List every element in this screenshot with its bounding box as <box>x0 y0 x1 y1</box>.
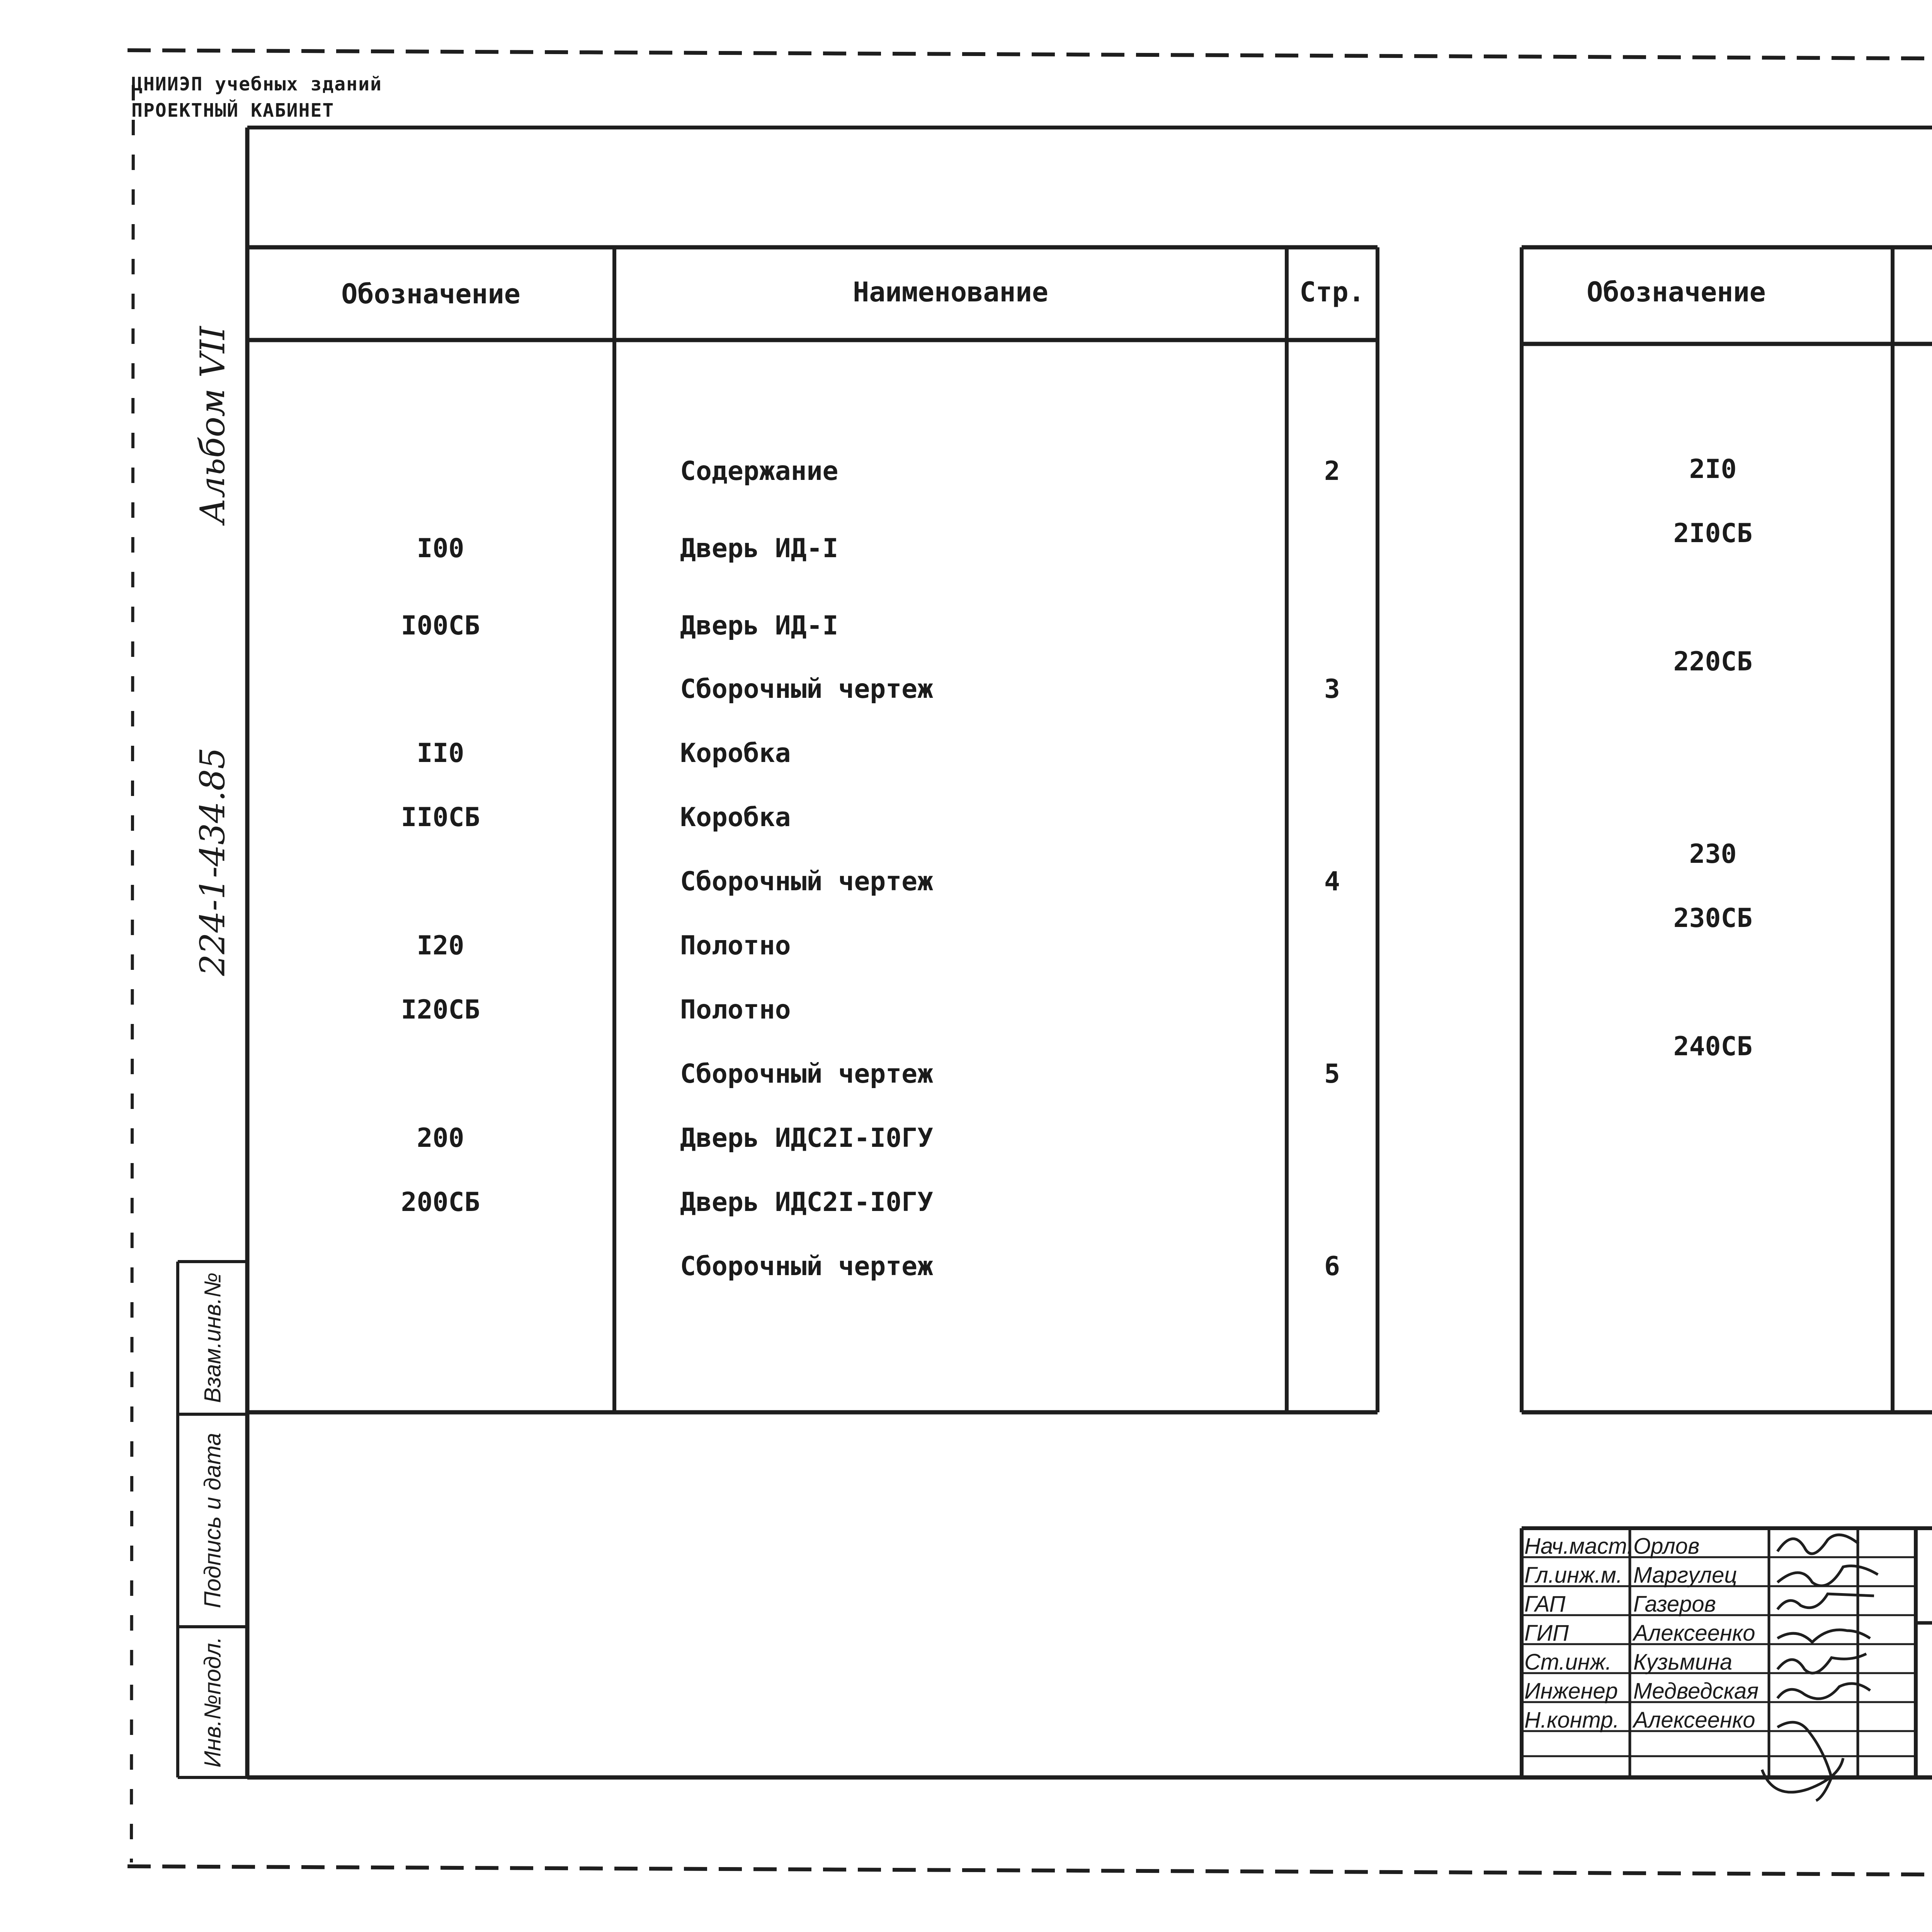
name: Дверь ИДС2I-I0ГУ <box>680 1123 934 1153</box>
name: Полотно <box>680 930 791 961</box>
name: Сборочный чертеж <box>680 866 934 897</box>
signatory-name: Орлов <box>1633 1534 1700 1559</box>
designation: 240СБ <box>1673 1031 1753 1062</box>
replaces-inv-label: Взам.инв.№ <box>199 1272 226 1403</box>
page: 6 <box>1324 1251 1340 1282</box>
table-row <box>1522 582 1932 646</box>
page: 2 <box>1324 456 1340 486</box>
left-header-designation: Обозначение <box>341 278 520 310</box>
table-row <box>247 611 1378 674</box>
table-row <box>247 802 1378 866</box>
signature-date-label: Подпись и дата <box>199 1433 226 1608</box>
table-row <box>1522 775 1932 839</box>
signatory-row <box>1524 1591 1764 1620</box>
right-table-body <box>1522 454 1932 1095</box>
signatory-name: Газеров <box>1633 1592 1716 1617</box>
designation: I00СБ <box>401 611 480 641</box>
designation: II0СБ <box>401 802 480 833</box>
name: Содержание <box>680 456 838 486</box>
name: Сборочный чертеж <box>680 674 934 704</box>
inv-no-label: Инв.№подл. <box>199 1636 226 1768</box>
name: Полотно <box>680 995 791 1025</box>
table-row <box>247 866 1378 930</box>
signatory-role: Нач.маст. <box>1524 1534 1633 1559</box>
name: Дверь ИД-I <box>680 533 838 564</box>
table-row <box>1522 711 1932 775</box>
signatory-role: Н.контр. <box>1524 1708 1619 1733</box>
designation: 2I0 <box>1689 454 1737 485</box>
signatory-name: Алексеенко <box>1633 1708 1755 1733</box>
table-row <box>247 1123 1378 1187</box>
table-row <box>247 1059 1378 1123</box>
table-row <box>247 995 1378 1059</box>
signatory-name: Алексеенко <box>1633 1621 1755 1646</box>
table-row <box>1522 903 1932 967</box>
name: Коробка <box>680 802 791 833</box>
page: 5 <box>1324 1059 1340 1089</box>
table-row <box>247 456 1378 533</box>
signature-scribbles <box>1762 1535 1878 1801</box>
table-row <box>1522 967 1932 1031</box>
name: Дверь ИД-I <box>680 611 838 641</box>
signatory-row <box>1524 1678 1764 1707</box>
page: 4 <box>1324 866 1340 897</box>
album-label: Альбом VII <box>192 326 233 524</box>
right-header-designation: Обозначение <box>1587 276 1766 308</box>
designation: 2I0СБ <box>1673 518 1753 549</box>
signatory-role: Ст.инж. <box>1524 1650 1612 1675</box>
designation: II0 <box>417 738 464 769</box>
table-row <box>1522 518 1932 582</box>
table-row <box>1522 839 1932 903</box>
name: Сборочный чертеж <box>680 1251 934 1282</box>
album-code: 224-1-434.85 <box>192 747 233 976</box>
left-header-page: Стр. <box>1299 276 1365 308</box>
left-header-name: Наименование <box>853 276 1048 308</box>
table-row <box>1522 646 1932 711</box>
org-name-line2: ПРОЕКТНЫЙ КАБИНЕТ <box>131 100 335 121</box>
signatory-row <box>1524 1562 1764 1591</box>
signatories-list <box>1524 1533 1764 1736</box>
table-row <box>1522 1031 1932 1095</box>
table-row <box>247 1251 1378 1315</box>
name: Коробка <box>680 738 791 769</box>
designation: I20 <box>417 930 464 961</box>
signatory-row <box>1524 1533 1764 1562</box>
org-name-line1: ЦНИИЭП учебных зданий <box>131 73 382 95</box>
signatory-name: Маргулец <box>1633 1563 1737 1588</box>
designation: 200 <box>417 1123 464 1153</box>
designation: 230СБ <box>1673 903 1753 934</box>
table-row <box>247 1187 1378 1251</box>
left-table-body <box>247 456 1378 1315</box>
signatory-row <box>1524 1620 1764 1649</box>
name: Сборочный чертеж <box>680 1059 934 1089</box>
signatory-role: ГИП <box>1524 1621 1569 1646</box>
designation: I20СБ <box>401 995 480 1025</box>
designation: 230 <box>1689 839 1737 869</box>
page: 3 <box>1324 674 1340 704</box>
right-header-name <box>1893 276 1932 308</box>
designation: I00 <box>417 533 464 564</box>
table-row <box>247 738 1378 802</box>
table-row <box>247 930 1378 995</box>
name: Дверь ИДС2I-I0ГУ <box>680 1187 934 1218</box>
table-row <box>247 674 1378 738</box>
signatory-role: Инженер <box>1524 1679 1618 1704</box>
signatory-row <box>1524 1707 1764 1736</box>
signatory-role: Гл.инж.м. <box>1524 1563 1622 1588</box>
table-row <box>247 533 1378 611</box>
designation: 220СБ <box>1673 646 1753 677</box>
signatory-name: Кузьмина <box>1633 1650 1733 1675</box>
signatory-row <box>1524 1649 1764 1678</box>
designation: 200СБ <box>401 1187 480 1218</box>
table-row <box>1522 454 1932 518</box>
signatory-name: Медведская <box>1633 1679 1759 1704</box>
signatory-role: ГАП <box>1524 1592 1566 1617</box>
